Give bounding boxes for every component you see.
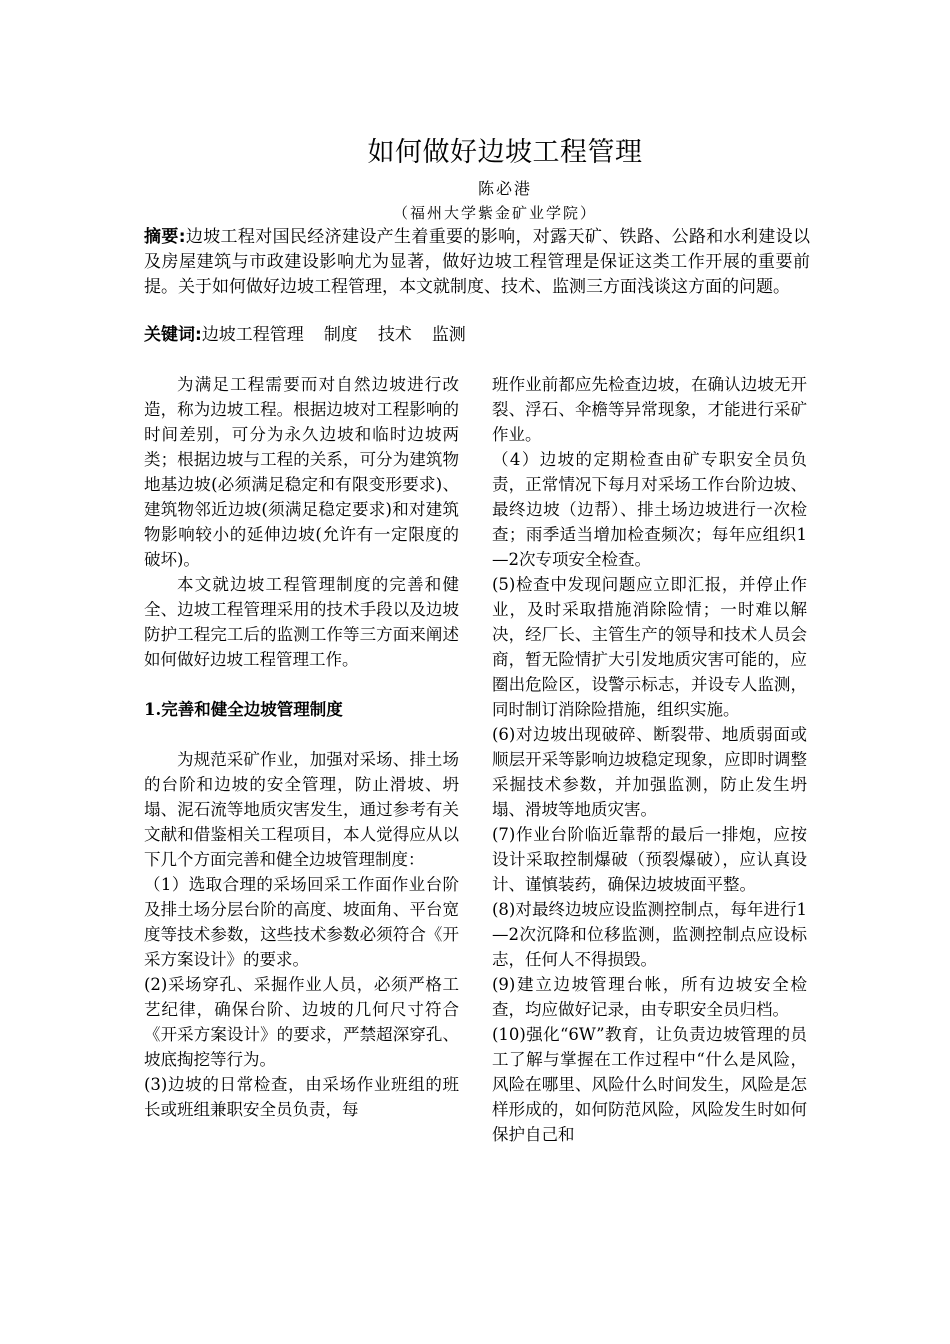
paper-title: 如何做好边坡工程管理	[367, 137, 643, 168]
keyword-item: 制度	[323, 325, 358, 345]
list-item-4: （4）边坡的定期检查由矿专职安全员负责，正常情况下每月对采场工作台阶边坡、最终边坡（边帮）、排土场边坡进行一次检查；雨季适当增加检查频次；每年应组织1—2次专项安全检查。	[492, 450, 807, 569]
right-column	[492, 372, 807, 1147]
list-item-2: (2)采场穿孔、采掘作业人员，必须严格工艺纪律，确保台阶、边坡的几何尺寸符合《开采方案设计》的要求，严禁超深穿孔、坡底掏挖等行为。	[144, 975, 459, 1069]
intro-paragraph-1: 为满足工程需要而对自然边坡进行改造，称为边坡工程。根据边坡对工程影响的时间差别，可分为永久边坡和临时边坡两类；根据边坡与工程的关系，可分为建筑物地基边坡(必须满足稳定和有限变形要求)、建筑物邻近边坡(须满足稳定要求)和对建筑物影响较小的延伸边坡(允许有一定限度的破坏)。	[144, 375, 459, 569]
abstract-label: 摘要:	[144, 227, 186, 247]
keyword-item: 技术	[377, 325, 412, 345]
intro-paragraph-2: 本文就边坡工程管理制度的完善和健全、边坡工程管理采用的技术手段以及边坡防护工程完工后的监测工作等三方面来阐述如何做好边坡工程管理工作。	[144, 575, 459, 669]
abstract-text: 边坡工程对国民经济建设产生着重要的影响，对露天矿、铁路、公路和水利建设以及房屋建筑与市政建设影响尤为显著，做好边坡工程管理是保证这类工作开展的重要前提。关于如何做好边坡工程管理，本文就制度、技术、监测三方面浅谈这方面的问题。	[144, 227, 810, 297]
paper-affiliation: （福州大学紫金矿业学院）	[392, 204, 597, 222]
list-item-9: (9)建立边坡管理台帐，所有边坡安全检查，均应做好记录，由专职安全员归档。	[492, 975, 807, 1019]
keyword-item: 边坡工程管理	[201, 325, 304, 345]
list-item-8: (8)对最终边坡应设监测控制点，每年进行1—2次沉降和位移监测，监测控制点应设标志，任何人不得损毁。	[492, 900, 807, 969]
list-item-3-part-2: 班作业前都应先检查边坡，在确认边坡无开裂、浮石、伞檐等异常现象，才能进行采矿作业。	[492, 375, 807, 444]
abstract	[144, 225, 810, 300]
keyword-item: 监测	[431, 325, 466, 345]
list-item-1: （1）选取合理的采场回采工作面作业台阶及排土场分层台阶的高度、坡面角、平台宽度等技术参数，这些技术参数必须符合《开采方案设计》的要求。	[144, 875, 459, 969]
section-1-heading: 1.完善和健全边坡管理制度	[144, 700, 343, 719]
left-column	[144, 372, 459, 1122]
paper-author: 陈必港	[477, 179, 532, 198]
section-1-paragraph: 为规范采矿作业，加强对采场、排土场的台阶和边坡的安全管理，防止滑坡、坍塌、泥石流等地质灾害发生，通过参考有关文献和借鉴相关工程项目，本人觉得应从以下几个方面完善和健全边坡管理制度：	[144, 750, 459, 869]
list-item-5: (5)检查中发现问题应立即汇报，并停止作业，及时采取措施消除险情；一时难以解决，经厂长、主管生产的领导和技术人员会商，暂无险情扩大引发地质灾害可能的，应圈出危险区，设警示标志，并设专人监测，同时制订消除险措施，组织实施。	[492, 575, 807, 719]
keywords	[144, 323, 810, 348]
list-item-10: (10)强化“6W”教育，让负责边坡管理的员工了解与掌握在工作过程中“什么是风险，风险在哪里、风险什么时间发生，风险是怎样形成的，如何防范风险，风险发生时如何保护自己和	[492, 1025, 807, 1144]
list-item-3-part-1: (3)边坡的日常检查，由采场作业班组的班长或班组兼职安全员负责，每	[144, 1075, 459, 1119]
list-item-7: (7)作业台阶临近靠帮的最后一排炮，应按设计采取控制爆破（预裂爆破），应认真设计、谨慎装药，确保边坡坡面平整。	[492, 825, 807, 894]
keywords-label: 关键词:	[144, 325, 202, 345]
list-item-6: (6)对边坡出现破碎、断裂带、地质弱面或顺层开采等影响边坡稳定现象，应即时调整采掘技术参数，并加强监测，防止发生坍塌、滑坡等地质灾害。	[492, 725, 807, 819]
